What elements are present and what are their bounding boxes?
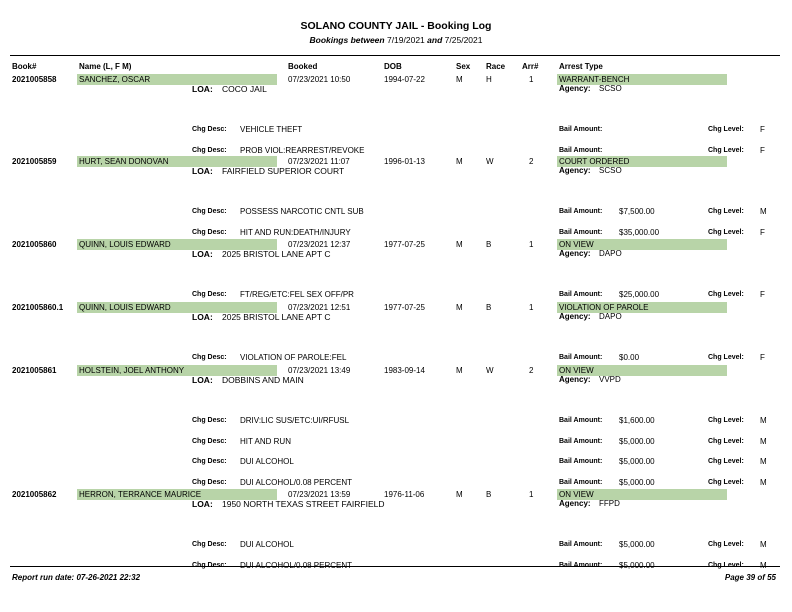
loa-label: LOA:: [192, 166, 213, 176]
charge-desc: DUI ALCOHOL: [240, 540, 294, 549]
sex: M: [456, 157, 463, 166]
charge-level-label: Chg Level:: [708, 479, 744, 487]
col-header-name: Name (L, F M): [79, 62, 132, 71]
charge-level: F: [760, 125, 765, 134]
charge-row: [0, 457, 792, 469]
bail-amount-label: Bail Amount:: [559, 146, 603, 154]
charge-level-label: Chg Level:: [708, 146, 744, 154]
bail-amount: $1,600.00: [619, 416, 655, 425]
agency-label: Agency:: [559, 375, 591, 384]
col-header-sex: Sex: [456, 62, 471, 71]
agency-label: Agency:: [559, 84, 591, 93]
bail-amount-label: Bail Amount:: [559, 479, 603, 487]
date-of-birth: 1996-01-13: [384, 157, 425, 166]
date-of-birth: 1977-07-25: [384, 303, 425, 312]
header-divider: [10, 55, 780, 56]
loa-label: LOA:: [192, 249, 213, 259]
agency-value: VVPD: [599, 375, 621, 384]
loa-value: 1950 NORTH TEXAS STREET FAIRFIELD: [222, 499, 385, 509]
bail-amount-label: Bail Amount:: [559, 354, 603, 361]
charge-level-label: Chg Level:: [708, 291, 744, 298]
charge-level: M: [760, 478, 767, 488]
arrest-count: 1: [529, 240, 534, 249]
col-header-dob: DOB: [384, 62, 402, 71]
end-date: 7/25/2021: [444, 35, 483, 45]
charge-desc-label: Chg Desc:: [192, 458, 227, 466]
booked-datetime: 07/23/2021 13:59: [288, 490, 351, 499]
arrest-type: ON VIEW: [559, 366, 594, 375]
agency-value: SCSO: [599, 84, 622, 93]
bail-amount-label: Bail Amount:: [559, 437, 603, 445]
agency-label: Agency:: [559, 249, 591, 258]
col-header-race: Race: [486, 62, 506, 71]
charge-row: [0, 540, 792, 552]
charge-desc: HIT AND RUN: [240, 436, 291, 446]
agency-label: Agency:: [559, 312, 591, 321]
charge-desc: PROB VIOL:REARREST/REVOKE: [240, 145, 365, 155]
bail-amount: $25,000.00: [619, 290, 660, 299]
charge-row: [0, 228, 792, 240]
sex: M: [456, 240, 463, 249]
bail-amount-label: Bail Amount:: [559, 561, 603, 569]
bail-amount-label: Bail Amount:: [559, 208, 603, 215]
report-subtitle: [0, 35, 792, 45]
charge-desc-label: Chg Desc:: [192, 146, 227, 154]
charge-desc: VIOLATION OF PAROLE:FEL: [240, 353, 347, 362]
bail-amount-label: Bail Amount:: [559, 417, 603, 424]
col-header-book: Book#: [12, 62, 37, 71]
col-header-arrest-type: Arrest Type: [559, 62, 603, 71]
bail-amount: $35,000.00: [619, 227, 660, 237]
charge-desc-label: Chg Desc:: [192, 354, 227, 361]
agency-value: FFPD: [599, 499, 620, 508]
race: B: [486, 240, 492, 249]
book-number: 2021005860: [12, 240, 57, 249]
report-title: SOLANO COUNTY JAIL - Booking Log: [300, 20, 492, 32]
charge-level-label: Chg Level:: [708, 458, 744, 466]
col-header-booked: Booked: [288, 62, 318, 71]
charge-level: M: [760, 560, 767, 570]
charge-level-label: Chg Level:: [708, 208, 744, 215]
charge-desc-label: Chg Desc:: [192, 437, 227, 445]
charge-row: [0, 125, 792, 137]
loa-value: 2025 BRISTOL LANE APT C: [222, 312, 331, 322]
sex: M: [456, 490, 463, 499]
col-header-arr: Arr#: [522, 62, 539, 71]
charge-level: M: [760, 416, 767, 425]
arrest-count: 1: [529, 490, 534, 499]
agency-value: DAPO: [599, 312, 622, 321]
booked-datetime: 07/23/2021 11:07: [288, 157, 350, 166]
charge-level: F: [760, 145, 765, 155]
race: W: [486, 157, 494, 166]
race: B: [486, 303, 492, 312]
race: B: [486, 490, 492, 499]
charge-level-label: Chg Level:: [708, 417, 744, 424]
book-number: 2021005862: [12, 490, 57, 499]
loa-label: LOA:: [192, 84, 213, 94]
book-number: 2021005859: [12, 157, 57, 166]
charge-desc-label: Chg Desc:: [192, 228, 227, 236]
inmate-name: HOLSTEIN, JOEL ANTHONY: [79, 366, 185, 375]
charge-row: [0, 207, 792, 219]
race: W: [486, 366, 494, 375]
arrest-count: 2: [529, 366, 534, 375]
bail-amount: $5,000.00: [619, 560, 655, 570]
arrest-type: WARRANT-BENCH: [559, 75, 630, 84]
charge-level-label: Chg Level:: [708, 541, 744, 548]
loa-value: COCO JAIL: [222, 84, 267, 94]
charge-desc: DUI ALCOHOL/0.08 PERCENT: [240, 478, 353, 488]
booked-datetime: 07/23/2021 10:50: [288, 75, 351, 84]
subtitle-prefix: Bookings between: [309, 35, 385, 45]
date-of-birth: 1977-07-25: [384, 240, 425, 249]
date-of-birth: 1983-09-14: [384, 366, 425, 375]
charge-row: [0, 290, 792, 302]
charge-desc-label: Chg Desc:: [192, 479, 227, 487]
charge-level-label: Chg Level:: [708, 126, 744, 133]
loa-value: 2025 BRISTOL LANE APT C: [222, 249, 331, 259]
charge-level: M: [760, 540, 767, 549]
charge-row: [0, 353, 792, 365]
charge-row: [0, 416, 792, 428]
bail-amount: $5,000.00: [619, 540, 655, 549]
charge-desc: FT/REG/ETC:FEL SEX OFF/PR: [240, 290, 354, 299]
bail-amount-label: Bail Amount:: [559, 458, 603, 466]
arrest-type: ON VIEW: [559, 490, 594, 499]
inmate-name: QUINN, LOUIS EDWARD: [79, 240, 171, 249]
book-number: 2021005861: [12, 366, 57, 375]
agency-value: DAPO: [599, 249, 622, 258]
book-number: 2021005860.1: [12, 303, 64, 312]
charge-desc: POSSESS NARCOTIC CNTL SUB: [240, 207, 364, 216]
charge-desc-label: Chg Desc:: [192, 208, 227, 215]
arrest-type: VIOLATION OF PAROLE: [559, 303, 649, 312]
charge-desc: HIT AND RUN:DEATH/INJURY: [240, 227, 351, 237]
arrest-count: 1: [529, 75, 534, 84]
bail-amount: $5,000.00: [619, 457, 655, 467]
bail-amount-label: Bail Amount:: [559, 541, 603, 548]
charge-level: F: [760, 290, 765, 299]
charge-desc-label: Chg Desc:: [192, 291, 227, 298]
charge-desc: VEHICLE THEFT: [240, 125, 303, 134]
charge-level-label: Chg Level:: [708, 437, 744, 445]
charge-level: F: [760, 227, 765, 237]
bail-amount: $5,000.00: [619, 436, 655, 446]
start-date: 7/19/2021: [386, 35, 425, 45]
subtitle-and: and: [427, 35, 443, 45]
sex: M: [456, 75, 463, 84]
inmate-name: HERRON, TERRANCE MAURICE: [79, 490, 202, 499]
charge-level-label: Chg Level:: [708, 561, 744, 569]
charge-level: M: [760, 436, 767, 446]
charge-level-label: Chg Level:: [708, 228, 744, 236]
loa-label: LOA:: [192, 499, 213, 509]
date-of-birth: 1976-11-06: [384, 490, 425, 499]
charge-level: M: [760, 457, 767, 467]
page-number: Page 39 of 55: [724, 573, 776, 582]
bail-amount-label: Bail Amount:: [559, 291, 603, 298]
arrest-count: 1: [529, 303, 534, 312]
loa-value: FAIRFIELD SUPERIOR COURT: [222, 166, 345, 176]
charge-desc-label: Chg Desc:: [192, 541, 227, 548]
date-of-birth: 1994-07-22: [384, 75, 425, 84]
charge-desc: DRIV:LIC SUS/ETC:UI/RFUSL: [240, 416, 350, 425]
inmate-name: SANCHEZ, OSCAR: [79, 75, 151, 84]
charge-desc-label: Chg Desc:: [192, 561, 227, 569]
footer-divider: [10, 566, 780, 567]
charge-desc: DUI ALCOHOL: [240, 457, 294, 467]
booked-datetime: 07/23/2021 13:49: [288, 366, 351, 375]
charge-desc-label: Chg Desc:: [192, 417, 227, 424]
bail-amount: $0.00: [619, 353, 640, 362]
charge-row: [0, 437, 792, 449]
charge-desc: DUI ALCOHOL/0.08 PERCENT: [240, 560, 353, 570]
bail-amount: $7,500.00: [619, 207, 655, 216]
report-run-date: Report run date: 07-26-2021 22:32: [12, 573, 141, 582]
arrest-type: ON VIEW: [559, 240, 594, 249]
charge-level: M: [760, 207, 767, 216]
agency-label: Agency:: [559, 499, 591, 508]
bail-amount: $5,000.00: [619, 478, 655, 488]
loa-label: LOA:: [192, 375, 213, 385]
loa-value: DOBBINS AND MAIN: [222, 375, 304, 385]
bail-amount-label: Bail Amount:: [559, 228, 603, 236]
sex: M: [456, 303, 463, 312]
agency-value: SCSO: [599, 166, 622, 175]
booked-datetime: 07/23/2021 12:37: [288, 240, 351, 249]
arrest-type: COURT ORDERED: [559, 157, 630, 166]
bail-amount-label: Bail Amount:: [559, 126, 603, 133]
charge-level: F: [760, 353, 765, 362]
charge-desc-label: Chg Desc:: [192, 126, 227, 133]
book-number: 2021005858: [12, 75, 57, 84]
loa-label: LOA:: [192, 312, 213, 322]
inmate-name: HURT, SEAN DONOVAN: [79, 157, 169, 166]
booked-datetime: 07/23/2021 12:51: [288, 303, 351, 312]
arrest-count: 2: [529, 157, 534, 166]
sex: M: [456, 366, 463, 375]
inmate-name: QUINN, LOUIS EDWARD: [79, 303, 171, 312]
race: H: [486, 75, 492, 84]
agency-label: Agency:: [559, 166, 591, 175]
charge-level-label: Chg Level:: [708, 354, 744, 361]
